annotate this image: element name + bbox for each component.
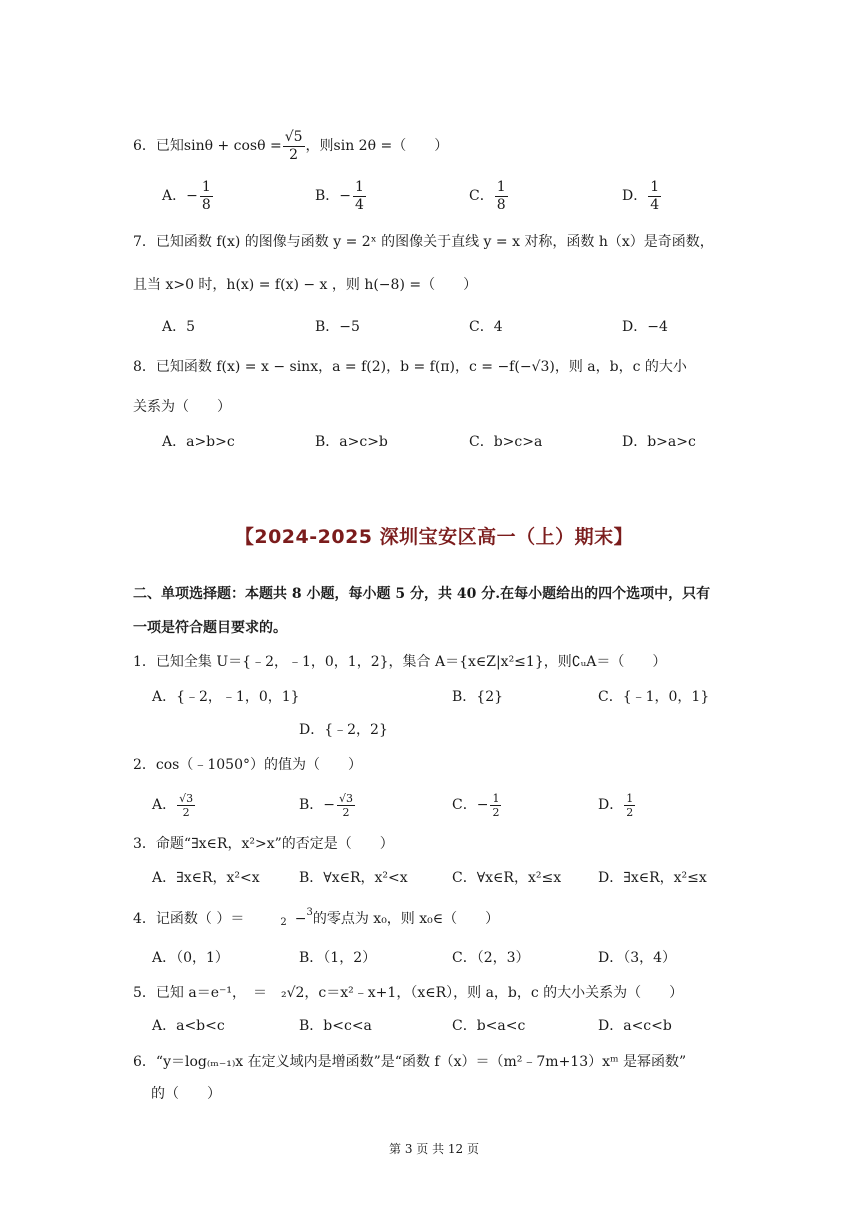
b2-question-5: 5．已知 a＝e⁻¹， ＝ ₂√2，c＝x²﹣x+1，（x∈R），则 a，b，c 的大小关系为（ ） <box>133 985 684 1001</box>
q6-option-b <box>315 176 367 216</box>
b2-q3-option-b: B．∀x∈R，x²<x <box>299 870 408 886</box>
q8-option-c: C．b>c>a <box>469 434 543 450</box>
question-7-line-1: 7．已知函数 f(x) 的图像与函数 y = 2ˣ 的图像关于直线 y = x 对称，函数 h（x）是奇函数， <box>133 234 714 250</box>
numerator: 1 <box>650 178 660 195</box>
b2-q5-option-a: A．a<b<c <box>152 1018 225 1034</box>
denominator: 2 <box>342 805 350 819</box>
b2-q4-option-d: D．（3，4） <box>598 950 677 966</box>
b2-q4-option-b: B．（1，2） <box>299 950 377 966</box>
b2-q4-option-a: A．（0，1） <box>152 950 229 966</box>
b2-q2-option-b <box>299 790 356 820</box>
b2-q5-option-c: C．b<a<c <box>452 1018 526 1034</box>
numerator: √3 <box>179 791 194 805</box>
question-text: 6．已知sinθ + cosθ = <box>133 138 282 154</box>
b2-q2-option-a <box>152 790 196 820</box>
minus-sign: − <box>476 797 489 813</box>
denominator: 2 <box>626 805 634 819</box>
b2-q2-option-d <box>598 790 636 820</box>
question-8-line-1: 8．已知函数 f(x) = x − sinx，a = f(2)，b = f(π)，c = −f(−√3)，则 a，b，c 的大小 <box>133 359 687 375</box>
b2-q1-option-c: C．{﹣1，0，1} <box>598 689 710 705</box>
b2-question-6-line-2: 的（ ） <box>151 1086 221 1102</box>
denominator: 4 <box>355 196 364 213</box>
b2-q5-option-b: B．b<c<a <box>299 1018 372 1034</box>
b2-q1-option-b: B．{2} <box>452 689 504 705</box>
option-label: B． <box>315 188 340 204</box>
b2-q3-option-c: C．∀x∈R，x²≤x <box>452 870 562 886</box>
fraction <box>495 179 508 214</box>
numerator: 1 <box>492 791 500 805</box>
numerator: 1 <box>201 178 211 195</box>
b2-question-3: 3．命题“∃x∈R，x²>x”的否定是（ ） <box>133 836 394 852</box>
option-label: A． <box>162 188 187 204</box>
q6-option-a <box>162 176 214 216</box>
b2-q5-option-d: D．a<c<b <box>598 1018 672 1034</box>
option-label: D． <box>598 797 624 813</box>
q6-option-d <box>622 176 662 216</box>
q7-option-c: C．4 <box>469 319 503 335</box>
fraction <box>648 179 661 214</box>
q7-option-b: B．−5 <box>315 319 360 335</box>
b2-question-4: 4．记函数（ ）＝ 2 − 3 的零点为 x₀，则 x₀∈（ ） <box>133 907 500 928</box>
denominator: 4 <box>650 196 660 213</box>
page-footer: 第 3 页 共 12 页 <box>389 1142 479 1156</box>
q7-option-a: A．5 <box>162 319 196 335</box>
option-label: B． <box>299 797 324 813</box>
question-8-line-2: 关系为（ ） <box>133 399 231 415</box>
q8-option-d: D．b>a>c <box>622 434 696 450</box>
fraction <box>200 179 213 214</box>
section-heading-line-2: 一项是符合题目要求的。 <box>133 620 287 636</box>
denominator: 8 <box>496 196 506 213</box>
section-title: 【2024-2025 深圳宝安区高一（上）期末】 <box>234 526 634 548</box>
numerator: √3 <box>339 791 354 805</box>
question-7-line-2: 且当 x>0 时，h(x) = f(x) − x ，则 h(−8) =（ ） <box>133 277 478 293</box>
b2-q3-option-a: A．∃x∈R，x²<x <box>152 870 260 886</box>
option-label: D． <box>622 188 648 204</box>
b2-q1-option-d: D．{﹣2，2} <box>299 722 388 738</box>
b2-question-1: 1．已知全集 U＝{﹣2，﹣1，0，1，2}，集合 A＝{x∈Z|x²≤1}，则∁ᵤA＝（ ） <box>133 654 667 670</box>
numerator: 1 <box>626 791 634 805</box>
b2-q1-option-a: A．{﹣2，﹣1，0，1} <box>152 689 300 705</box>
minus-sign: − <box>339 188 352 204</box>
numerator: 1 <box>496 178 506 195</box>
q8-option-a: A．a>b>c <box>162 434 235 450</box>
denominator: 2 <box>182 805 190 819</box>
section-heading-line-1: 二、单项选择题：本题共 8 小题，每小题 5 分，共 40 分.在每小题给出的四个选项中，只有 <box>133 586 711 602</box>
b2-question-6-line-1: 6．“y＝log₍ₘ₋₁₎x 在定义域内是增函数”是“函数 f（x）＝（m²﹣7m+13）xᵐ 是幂函数” <box>133 1054 687 1070</box>
fraction <box>353 179 366 214</box>
b2-question-2: 2．cos（﹣1050°）的值为（ ） <box>133 757 362 773</box>
question-text: ，则sin 2θ =（ ） <box>305 138 449 154</box>
fraction <box>177 792 195 819</box>
b2-q2-option-c <box>452 790 502 820</box>
q8-option-b: B．a>c>b <box>315 434 388 450</box>
b2-q3-option-d: D．∃x∈R，x²≤x <box>598 870 707 886</box>
option-label: A． <box>152 797 177 813</box>
fraction <box>337 792 355 819</box>
denominator: 8 <box>201 196 211 213</box>
option-label: C． <box>469 188 494 204</box>
b2-q4-option-c: C．（2，3） <box>452 950 530 966</box>
fraction: $\frac{√5}{2}$ <box>284 128 303 163</box>
option-label: C． <box>452 797 477 813</box>
denominator: 2 <box>492 805 500 819</box>
question-6-stem <box>133 124 448 168</box>
q7-option-d: D．−4 <box>622 319 668 335</box>
fraction <box>624 792 635 819</box>
q6-option-c <box>469 176 509 216</box>
fraction <box>490 792 501 819</box>
numerator: 1 <box>355 178 364 195</box>
minus-sign: − <box>186 188 198 204</box>
minus-sign: − <box>323 797 336 813</box>
